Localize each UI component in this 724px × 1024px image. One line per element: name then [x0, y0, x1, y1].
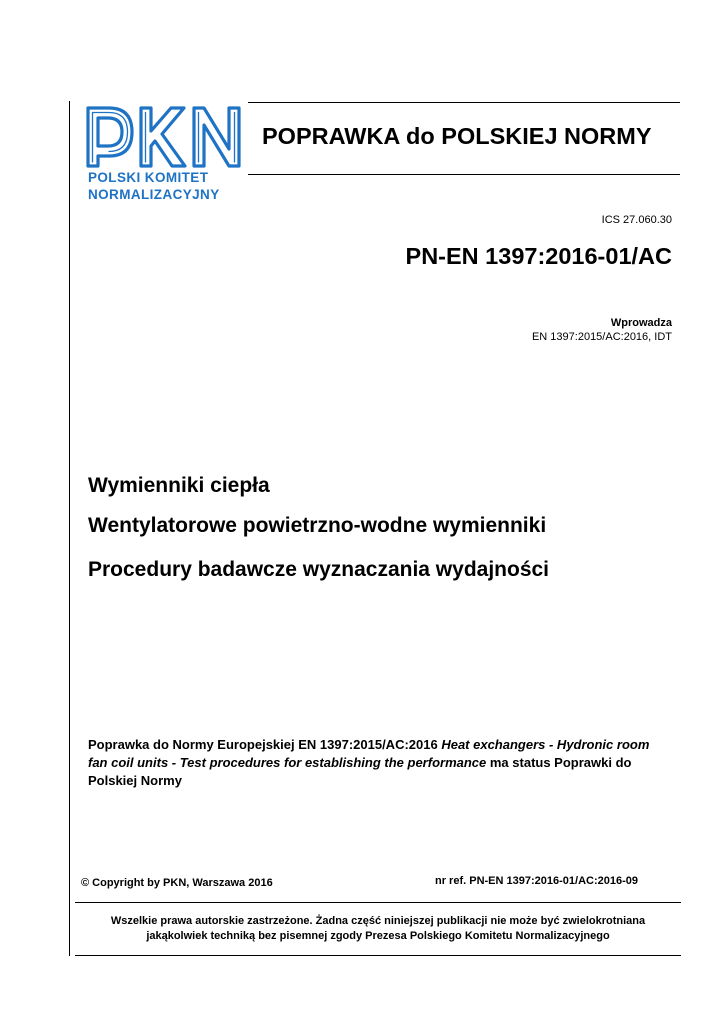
description-english-title: Heat exchangers - Hydronic room fan coil units - Test procedures for establishing the performance: [88, 737, 650, 770]
standard-number: PN-EN 1397:2016-01/AC: [405, 243, 672, 269]
description-text-2: ma status Poprawki do Polskiej Normy: [88, 755, 632, 788]
ics-code: ICS 27.060.30: [601, 214, 672, 226]
title-bottom-rule: [248, 174, 680, 175]
copyright-notice: © Copyright by PKN, Warszawa 2016: [81, 877, 273, 889]
rights-notice: [75, 914, 681, 944]
rights-line-1: Wszelkie prawa autorskie zastrzeżone. Żadna część niniejszej publikacji nie może być zwielokrotniana: [110, 915, 646, 927]
reference-number: nr ref. PN-EN 1397:2016-01/AC:2016-09: [435, 875, 638, 887]
footer-rule: [75, 902, 681, 903]
subject-line-3: Procedury badawcze wyznaczania wydajności: [88, 558, 550, 581]
document-title: POPRAWKA do POLSKIEJ NORMY: [262, 123, 652, 149]
logo-line-1: POLSKI KOMITET: [88, 170, 209, 185]
left-margin-rule: [69, 101, 70, 956]
introduces-label: Wprowadza: [610, 317, 672, 329]
subject-line-2: Wentylatorowe powietrzno-wodne wymienniki: [88, 514, 547, 537]
rights-line-2: jakąkolwiek techniką bez pisemnej zgody Prezesa Polskiego Komitetu Normalizacyjnego: [146, 930, 610, 942]
description-text-1: Poprawka do Normy Europejskiej EN 1397:2015/AC:2016: [88, 737, 442, 752]
footer-bottom-rule: [75, 955, 681, 956]
amendment-description: [88, 736, 668, 790]
introduces-value: EN 1397:2015/AC:2016, IDT: [531, 331, 672, 343]
logo-line-2: NORMALIZACYJNY: [88, 187, 220, 202]
title-top-rule: [248, 102, 680, 103]
subject-line-1: Wymienniki ciepła: [88, 474, 270, 497]
